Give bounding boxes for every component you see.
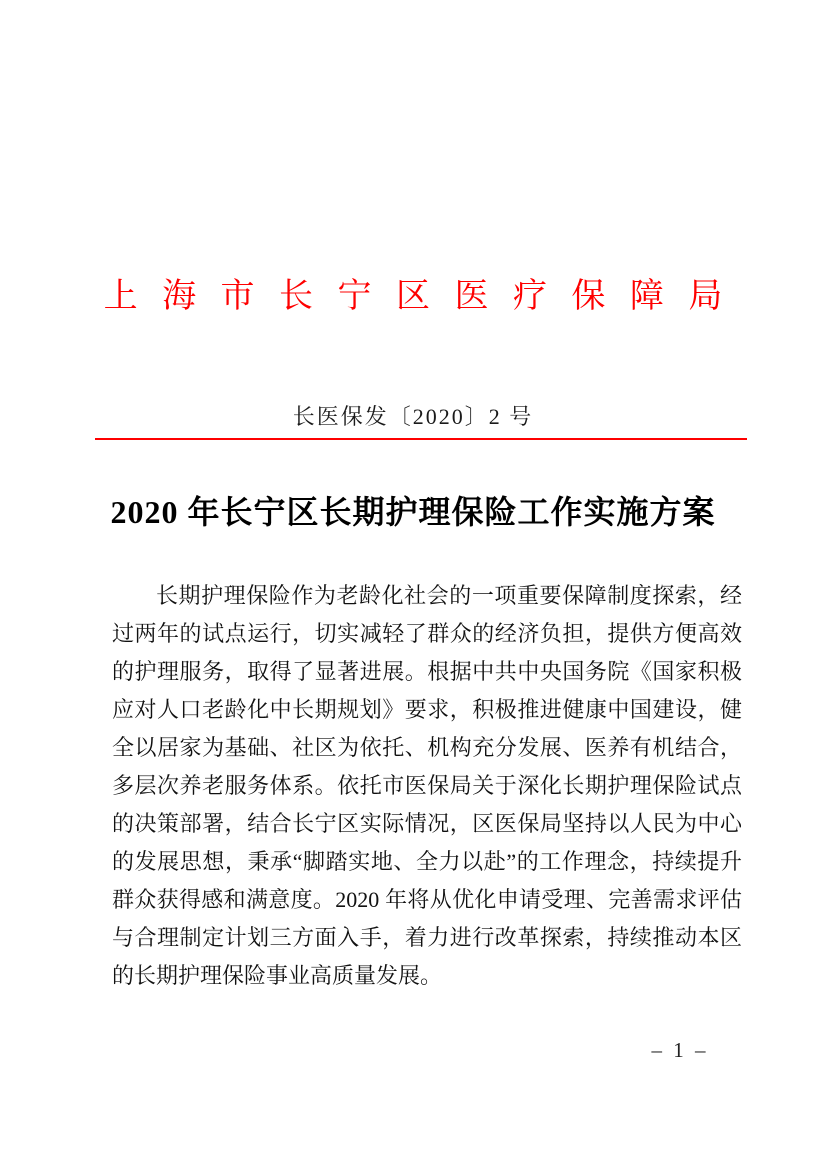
document-reference-number: 长医保发〔2020〕2 号 (292, 404, 534, 429)
agency-letterhead: 上海市长宁区医疗保障局 (103, 277, 747, 315)
body-paragraph: 长期护理保险作为老龄化社会的一项重要保障制度探索，经过两年的试点运行，切实减轻了群众的经济负担，提供方便高效的护理服务，取得了显著进展。根据中共中央国务院《国家积极应对人口老龄化中长期规划》要求，积极推进健康中国建设，健全以居家为基础、社区为依托、机构充分发展、医养有机结合，多层次养老服务体系。依托市医保局关于深化长期护理保险试点的决策部署，结合长宁区实际情况，区医保局坚持以人民为中心的发展思想，秉承“脚踏实地、全力以赴”的工作理念，持续提升群众获得感和满意度。2020 年将从优化申请受理、完善需求评估与合理制定计划三方面入手，着力进行改革探索，持续推动本区的长期护理保险事业高质量发展。 (112, 583, 742, 988)
document-title: 2020 年长宁区长期护理保险工作实施方案 (110, 494, 716, 530)
page-number: – 1 – (651, 1038, 709, 1062)
red-separator-rule (95, 438, 747, 440)
